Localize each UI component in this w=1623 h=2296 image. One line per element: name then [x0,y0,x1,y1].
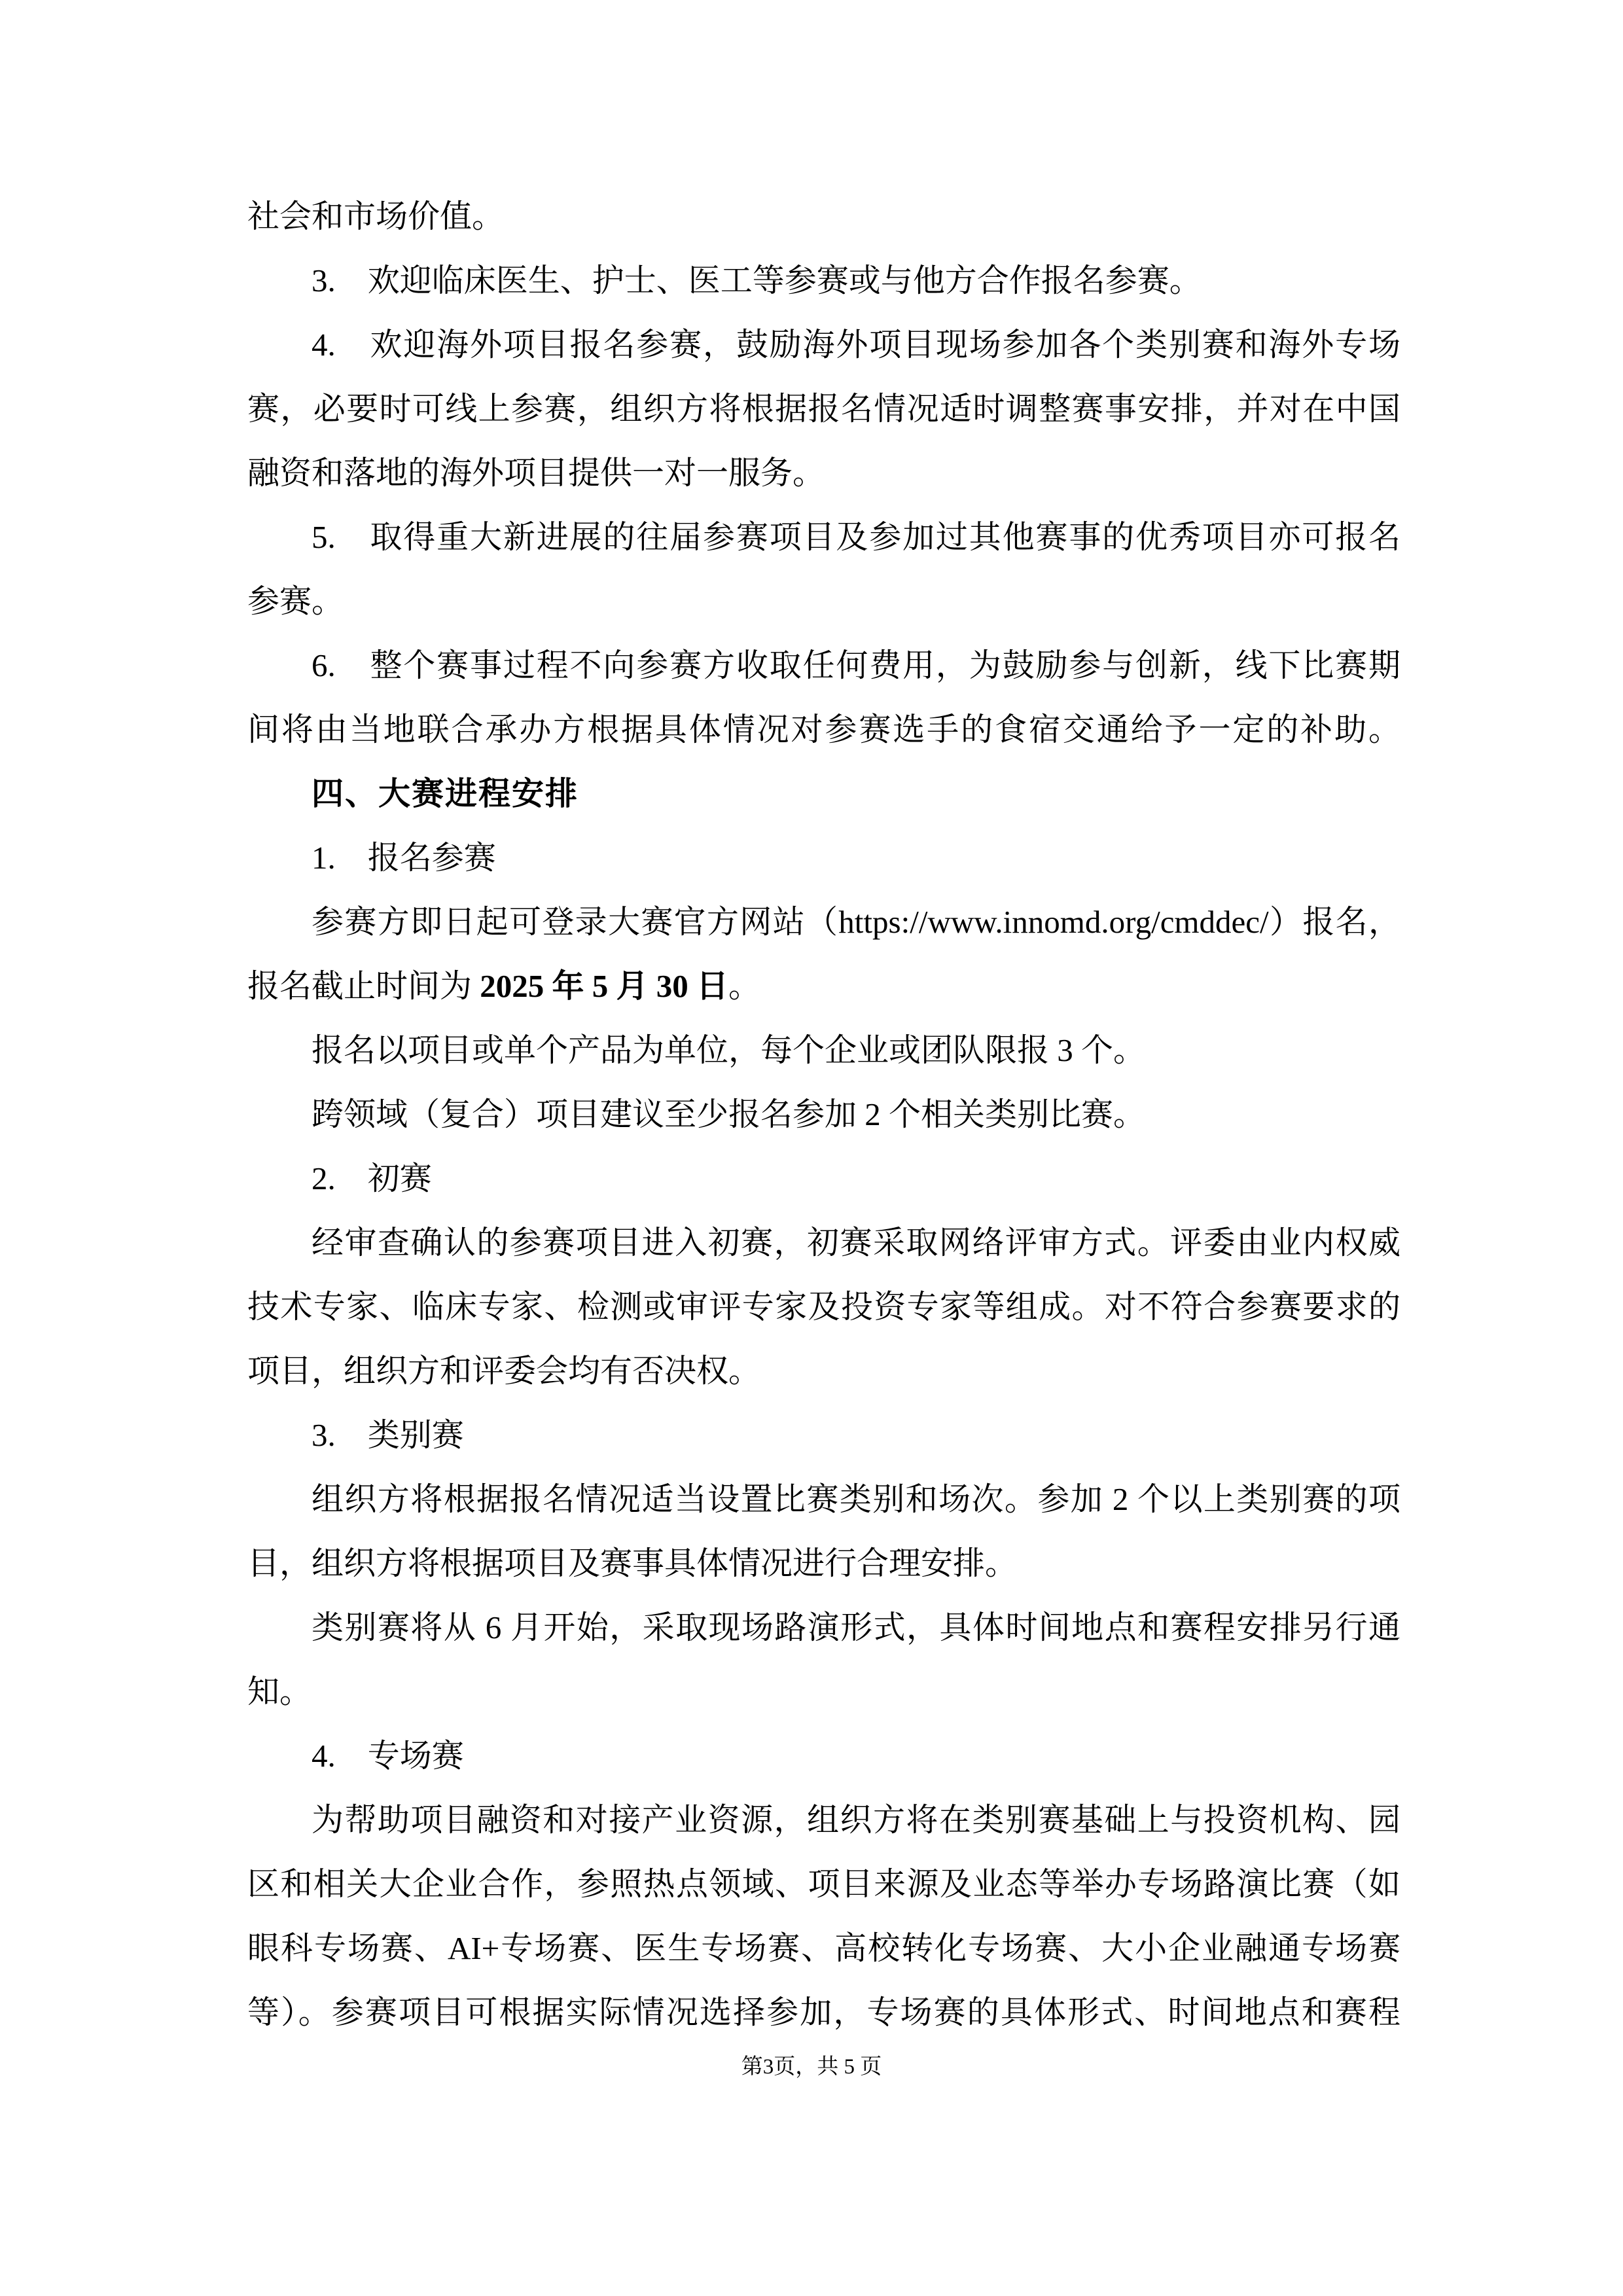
subsection-4-special: 4. 专场赛 [312,1738,464,1774]
section-heading-schedule: 四、大赛进程安排 [312,776,579,812]
text-line: 参赛。 [247,583,344,619]
page-footer [0,2053,1623,2081]
text-line: 知。 [247,1674,312,1710]
text-line: 项目，组织方和评委会均有否决权。 [247,1353,761,1389]
text-line: 融资和落地的海外项目提供一对一服务。 [247,455,825,491]
text-line: 类别赛将从 6 月开始，采取现场路演形式，具体时间地点和赛程安排另行通 [312,1609,1400,1645]
list-item-4: 4. 欢迎海外项目报名参赛，鼓励海外项目现场参加各个类别赛和海外专场 [312,327,1400,363]
document-body [247,185,1400,2045]
text-line: 眼科专场赛、AI+专场赛、医生专场赛、高校转化专场赛、大小企业融通专场赛 [247,1930,1400,1966]
text-line: 区和相关大企业合作，参照热点领域、项目来源及业态等举办专场路演比赛（如 [247,1866,1400,1902]
subsection-2-preliminary: 2. 初赛 [312,1160,432,1196]
text-line: 等）。参赛项目可根据实际情况选择参加，专场赛的具体形式、时间地点和赛程 [247,1994,1400,2030]
text-line: 技术专家、临床专家、检测或审评专家及投资专家等组成。对不符合参赛要求的 [247,1289,1400,1325]
text-line: 为帮助项目融资和对接产业资源，组织方将在类别赛基础上与投资机构、园 [312,1802,1400,1838]
text-line: 目，组织方将根据项目及赛事具体情况进行合理安排。 [247,1545,1018,1581]
subsection-1-registration: 1. 报名参赛 [312,840,496,876]
registration-deadline-line [247,954,1400,1018]
deadline-suffix: 。 [728,968,761,1004]
subsection-3-category: 3. 类别赛 [312,1417,464,1453]
text-line: 组织方将根据报名情况适当设置比赛类别和场次。参加 2 个以上类别赛的项 [312,1481,1400,1517]
text-line: 间将由当地联合承办方根据具体情况对参赛选手的食宿交通给予一定的补助。 [247,711,1400,747]
registration-url-line: 参赛方即日起可登录大赛官方网站（https://www.innomd.org/cmddec/）报名， [312,904,1400,940]
deadline-date: 2025 年 5 月 30 日 [480,968,729,1004]
page-number: 第3页，共 5 页 [741,2055,882,2079]
list-item-6: 6. 整个赛事过程不向参赛方收取任何费用，为鼓励参与创新，线下比赛期 [312,647,1400,683]
text-line: 报名以项目或单个产品为单位，每个企业或团队限报 3 个。 [312,1032,1146,1068]
list-item-5: 5. 取得重大新进展的往届参赛项目及参加过其他赛事的优秀项目亦可报名 [312,519,1400,555]
deadline-prefix: 报名截止时间为 [247,968,480,1004]
text-line: 社会和市场价值。 [247,198,505,234]
text-line: 赛，必要时可线上参赛，组织方将根据报名情况适时调整赛事安排，并对在中国 [247,391,1400,427]
text-line: 经审查确认的参赛项目进入初赛，初赛采取网络评审方式。评委由业内权威 [312,1225,1400,1261]
list-item-3: 3. 欢迎临床医生、护士、医工等参赛或与他方合作报名参赛。 [312,262,1202,298]
text-line: 跨领域（复合）项目建议至少报名参加 2 个相关类别比赛。 [312,1096,1146,1132]
